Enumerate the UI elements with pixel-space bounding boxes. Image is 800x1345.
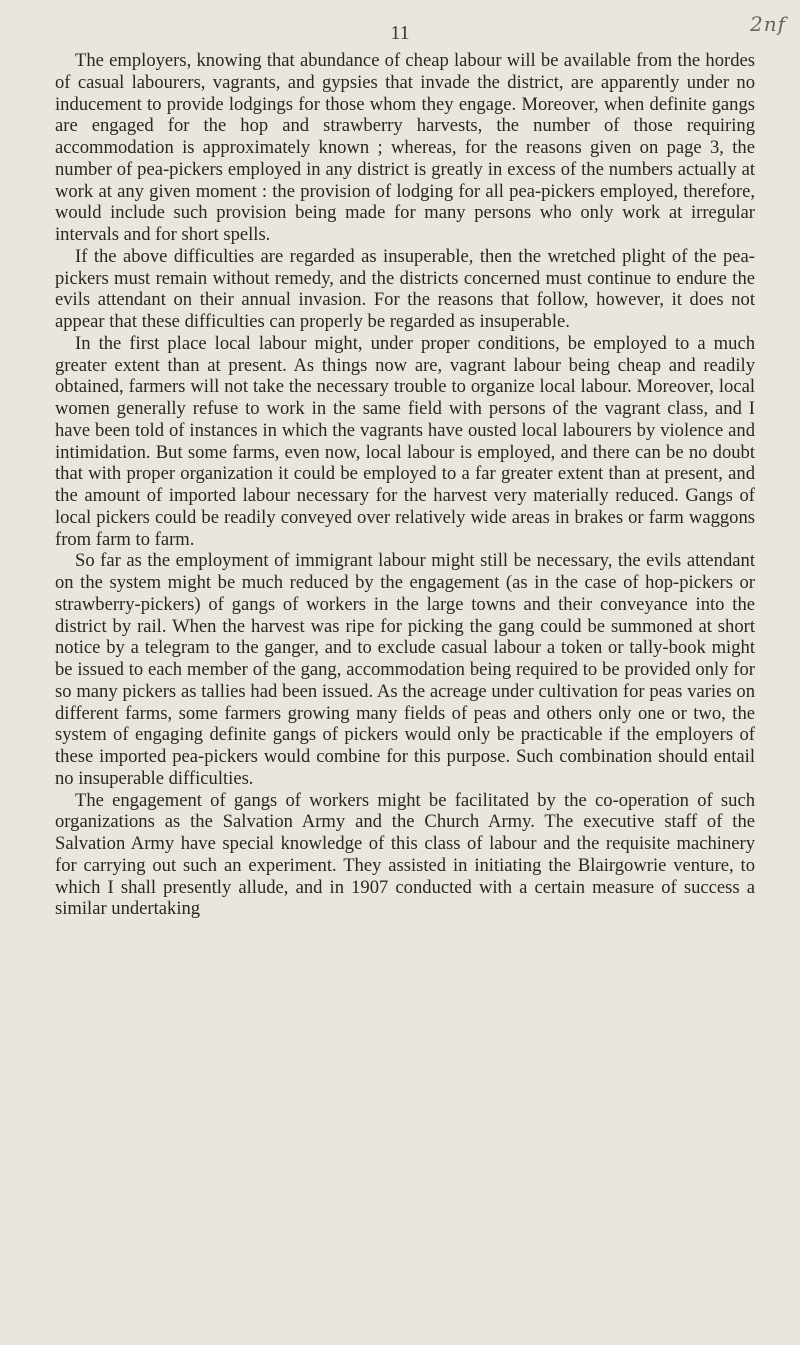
paragraph-4: So far as the employment of immigrant labour might still be necessary, the evils attendant on the system might be much reduced by the engagement (as in the case of hop-pickers or strawberry-pickers) of gangs of workers in the large towns and their conveyance into the district by rail. When the harvest was ripe for picking the gang could be summoned at short notice by a telegram to the ganger, and to exclude casual labour a token or tally-book might be issued to each member of the gang, accommodation being required to be provided only for so many pickers as tallies had been issued. As the acreage under cultivation for peas varies on different farms, some farmers growing many fields of peas and others only one or two, the system of engaging definite gangs of pickers would only be practicable if the employers of these imported pea-pickers would combine for this purpose. Such combination should entail no insuperable difficulties. xyxy=(55,550,755,789)
handwritten-page-mark: 2nf xyxy=(749,12,786,36)
paragraph-5: The engagement of gangs of workers might be facilitated by the co-operation of such organizations as the Salvation Army and the Church Army. The executive staff of the Salvation Army have special knowledge of this class of labour and the requisite machinery for carrying out such an experiment. They assisted in initiating the Blairgowrie venture, to which I shall presently allude, and in 1907 conducted with a certain measure of success a similar undertaking xyxy=(55,789,755,920)
body-text xyxy=(55,50,755,920)
paragraph-3: In the first place local labour might, under proper conditions, be employed to a much greater extent than at present. As things now are, vagrant labour being cheap and readily obtained, farmers will not take the necessary trouble to organize local labour. Moreover, local women generally refuse to work in the same field with persons of the vagrant class, and I have been told of instances in which the vagrants have ousted local labourers by violence and intimidation. But some farms, even now, local labour is employed, and there can be no doubt that with proper organization it could be employed to a far greater extent than at present, and the amount of imported labour necessary for the harvest very materially reduced. Gangs of local pickers could be readily conveyed over relatively wide areas in brakes or farm waggons from farm to farm. xyxy=(55,332,755,550)
paragraph-2: If the above difficulties are regarded as insuperable, then the wretched plight of the pea-pickers must remain without remedy, and the districts concerned must continue to endure the evils attendant on their annual invasion. For the reasons that follow, however, it does not appear that these difficulties can properly be regarded as insuperable. xyxy=(55,245,755,332)
paragraph-1: The employers, knowing that abundance of cheap labour will be available from the hordes of casual labourers, vagrants, and gypsies that invade the district, are apparently under no inducement to provide lodgings for those whom they engage. Moreover, when definite gangs are engaged for the hop and strawberry harvests, the number of those requiring accommodation is approximately known ; whereas, for the reasons given on page 3, the number of pea-pickers employed in any district is greatly in excess of the numbers actually at work at any given moment : the provision of lodging for all pea-pickers employed, therefore, would include such provision being made for many persons who only work at irregular intervals and for short spells. xyxy=(55,50,755,245)
page-number: 11 xyxy=(390,22,410,44)
